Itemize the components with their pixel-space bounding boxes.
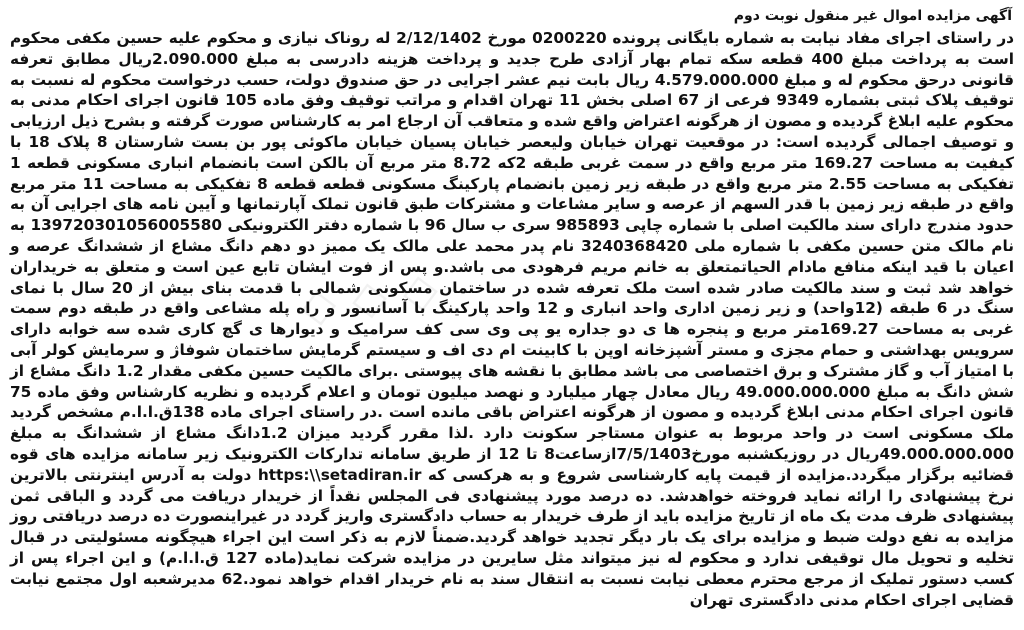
notice-title: آگهی مزایده اموال غیر منقول نوبت دوم (733, 8, 1012, 24)
watermark: ◇ ◇ ◇ (296, 260, 442, 334)
notice-body: در راستای اجرای مفاد نیابت به شماره بایگانی پرونده 0200220 مورخ 2/12/1402 له روناک نیازی و محکوم علیه حسین مکفی محکوم است به پرداخت مبلغ 400 قطعه سکه تمام بهار آزادی طرح جدید و پرداخت هزینه دادرسی به مبلغ 2.090.000ریال مطابق تعرفه قانونی درحق محکوم له و مبلغ 4.579.000.000 ریال بابت نیم عشر اجرایی در حق صندوق دولت، حسب درخواست محکوم له نسبت به توقیف پلاک ثبتی بشماره 9349 فرعی از 67 اصلی بخش 11 تهران اقدام و مراتب توقیف وفق ماده 105 قانون اجرای احکام مدنی به محکوم علیه ابلاغ گردیده و مصون از هرگونه اعتراض واقع شده و متعاقب آن ارجاع امر به کارشناس صورت گرفته و بشرح ذیل ارزیابی و توصیف اجمالی گردیده است: در موقعیت تهران خیابان ولیعصر خیابان پسیان خیابان ماکوئی پور بن بست شارستان 8 پلاک 18 با کیفیت به مساحت 169.27 متر مربع واقع در سمت غربی طبقه 2که 8.72 متر مربع آن بالکن است بانضمام انباری مسکونی قطعه 1 تفکیکی به مساحت 2.55 متر مربع واقع در طبقه زیر زمین بانضمام پارکینگ مسکونی قطعه قطعه 8 تفکیکی به مساحت 11 متر مربع واقع در طبقه زیر زمین با قدر السهم از عرصه و سایر مشاعات و مشترکات طبق قانون تملک آپارتمانها و آیین نامه های اجرایی آن به حدود مندرج دارای سند مالکیت اصلی با شماره چاپی 985893 سری ب سال 96 با شماره دفتر الکترونیکی 139720301056005580 به نام مالک متن حسین مکفی با شماره ملی 3240368420 نام پدر محمد علی مالک یک ممیز دو دهم دانگ مشاع از ششدانگ عرصه و اعیان با قید اینکه منافع مادام الحیاتمتعلق به خانم مریم فرهودی می باشد.و پس از فوت ایشان تابع عین است و متعلق به خریداران خواهد شد ثبت و سند مالکیت صادر شده است ملک تعرفه شده در ساختمان مسکونی شمالی با قدمت بنای بیش از 20 سال با نمای سنگ در 6 طبقه (12واحد) و زیر زمین اداری واحد انباری و 12 واحد پارکینگ با آسانسور و راه پله مشاعی واقع در طبقه دوم سمت غربی به مساحت 169.27متر مربع و پنجره ها ی دو جداره یو پی وی سی کف سرامیک و دیوارها ی گچ کاری شده سه خوابه دارای سرویس بهداشتی و حمام مجزی و مستر آشپزخانه اوپن با کابینت ام دی اف و سیستم گرمایش ساختمان شوفاژ و سرمایش کولر آبی با امتیاز آب و گاز مشترک و برق اختصاصی می باشد مطابق با نقشه های پیوستی .برای مالکیت حسین مکفی مقدار 1.2 دانگ مشاع از شش دانگ به مبلغ 49.000.000.000 ریال معادل چهار میلیارد و نهصد میلیون تومان و اعلام گردیده و نظریه کارشناس وفق ماده 75 قانون اجرای احکام مدنی ابلاغ گردیده و مصون از هرگونه اعتراض باقی مانده است .در راستای اجرای ماده 138ق.ا.ا.م مشخص گردید ملک مسکونی است در واحد مربوط به عنوان مستاجر سکونت دارد .لذا مقرر گردید میزان 1.2دانگ مشاع از ششدانگ به مبلغ 49.000.000.000ریال در روزیکشنبه مورخ7/5/1403ازساعت8 تا 12 از طریق سامانه تدارکات الکترونیک زیر سامانه مزایده های قوه قضائیه برگزار میگردد.مزایده از قیمت پایه کارشناسی شروع و به هرکسی که https:\\setadiran.ir دولت به آدرس اینترنتی بالاترین نرخ پیشنهادی را ارائه نماید فروخته خواهدشد. ده درصد مورد پیشنهادی فی المجلس نقداً از خریدار دریافت می گردد و الباقی ثمن پیشنهادی ظرف مدت یک ماه از تاریخ مزایده باید از طرف خریدار به حساب دادگستری واریز گردد در غیراینصورت ده درصد دریافتی روز مزایده به نفع دولت ضبط و مزایده برای یک بار دیگر تجدید خواهد گردید.ضمناً لازم به ذکر است این اجراء هیچگونه مسئولیتی در قبال تخلیه و تحویل مال توقیفی ندارد و محکوم له نیز میتواند مثل سایرین در مزایده شرکت نماید(ماده 127 ق.ا.ا.م) و این اجراء پس از کسب دستور تملیک از مرجع محترم معطی نیابت نسبت به انتقال سند به نام خریدار اقدام خواهد نمود.62 مدیرشعبه اول مجتمع نیابت قضایی اجرای احکام مدنی دادگستری تهران (10, 29, 1015, 609)
